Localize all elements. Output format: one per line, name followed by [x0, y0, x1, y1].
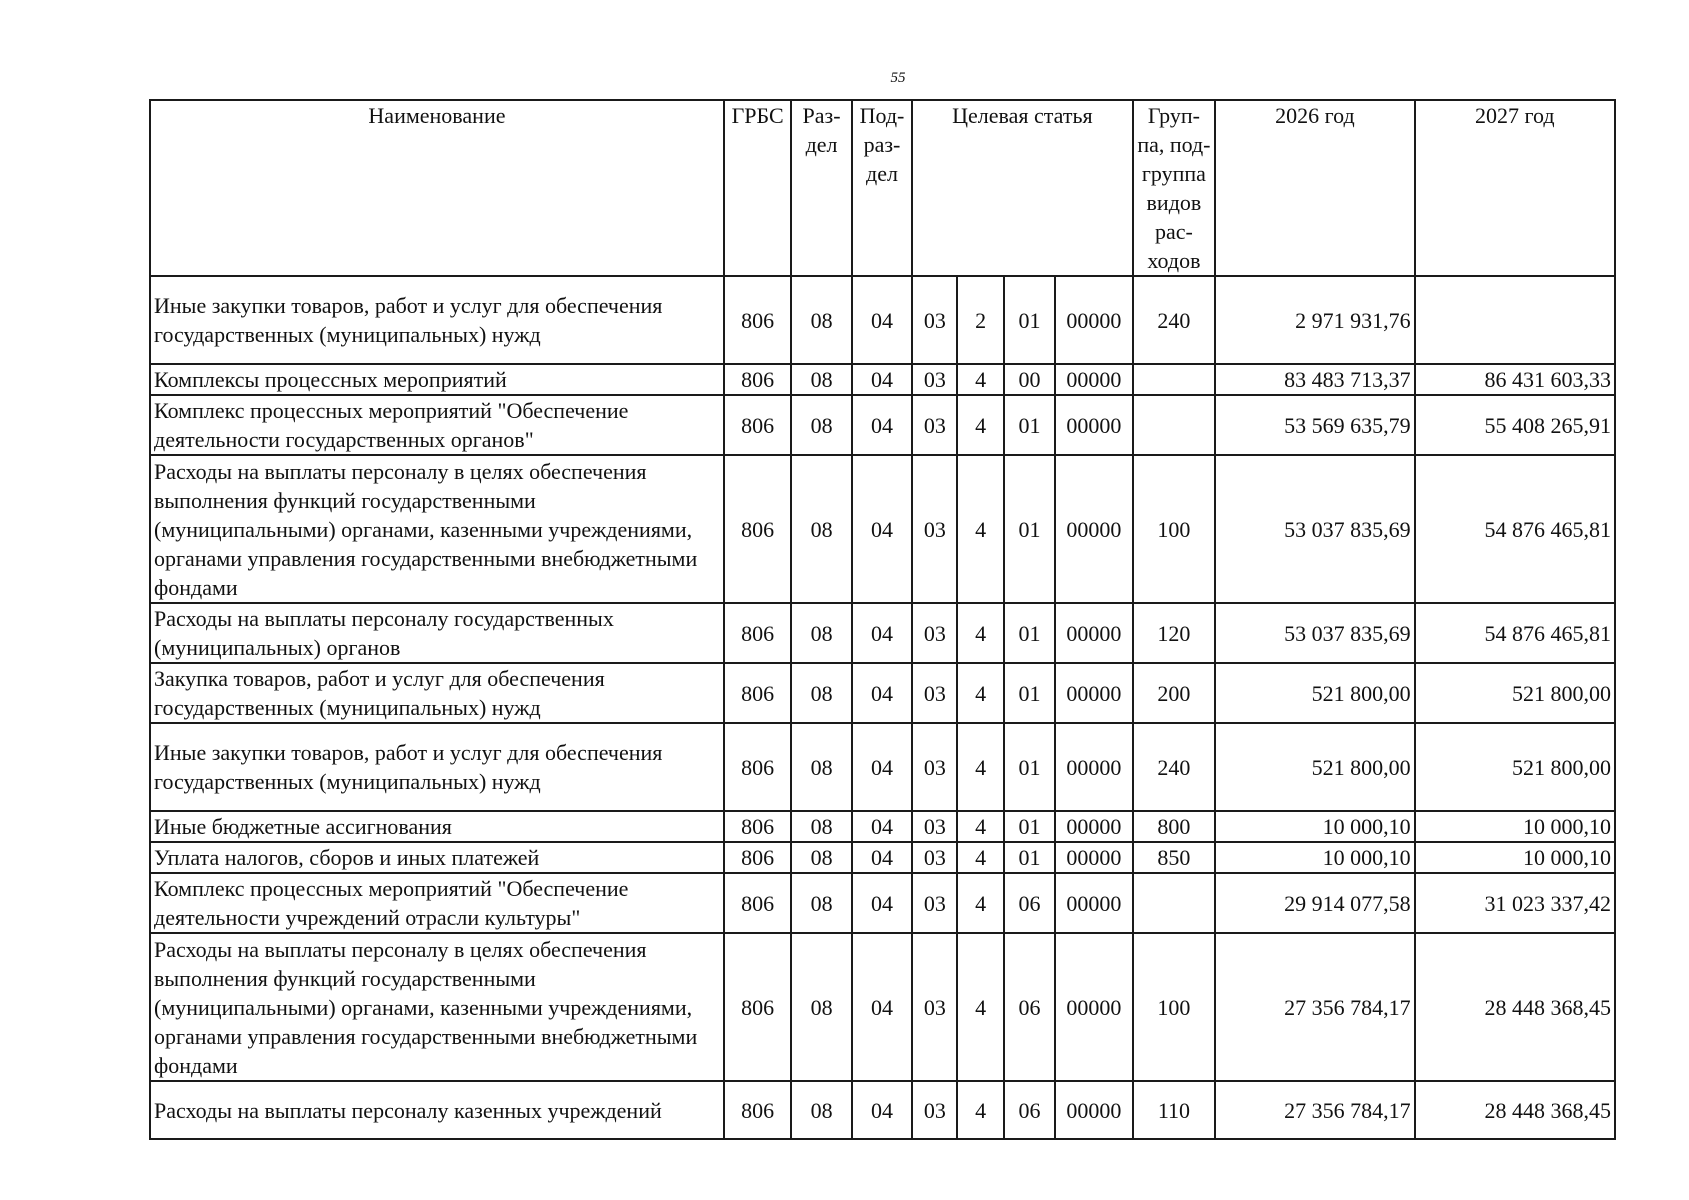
- cell-expense-group: 120: [1133, 603, 1216, 663]
- cell-grbs: 806: [724, 663, 791, 723]
- cell-razdel: 08: [791, 873, 851, 933]
- cell-target-type: 4: [957, 364, 1003, 395]
- cell-target-type: 4: [957, 603, 1003, 663]
- cell-amount-2026: 27 356 784,17: [1215, 933, 1414, 1081]
- cell-razdel: 08: [791, 842, 851, 873]
- cell-target-type: 4: [957, 873, 1003, 933]
- page-number: 55: [890, 70, 906, 86]
- cell-target-program: 03: [912, 603, 957, 663]
- cell-podrazdel: 04: [852, 663, 912, 723]
- cell-amount-2026: 83 483 713,37: [1215, 364, 1414, 395]
- header-razdel: Раз- дел: [791, 100, 851, 276]
- cell-razdel: 08: [791, 1081, 851, 1139]
- cell-amount-2027: 31 023 337,42: [1415, 873, 1615, 933]
- cell-target-complex: 01: [1004, 395, 1055, 455]
- cell-grbs: 806: [724, 842, 791, 873]
- cell-name: Комплексы процессных мероприятий: [150, 364, 724, 395]
- table-row: [150, 933, 1615, 1081]
- cell-target-direction: 00000: [1055, 276, 1133, 364]
- cell-razdel: 08: [791, 455, 851, 603]
- cell-name: Иные бюджетные ассигнования: [150, 811, 724, 842]
- table-row: [150, 1081, 1615, 1139]
- cell-target-type: 4: [957, 933, 1003, 1081]
- header-year-2027: 2027 год: [1415, 100, 1615, 276]
- cell-amount-2027: 10 000,10: [1415, 842, 1615, 873]
- cell-target-program: 03: [912, 364, 957, 395]
- cell-amount-2026: 53 037 835,69: [1215, 603, 1414, 663]
- table-row: [150, 603, 1615, 663]
- cell-grbs: 806: [724, 364, 791, 395]
- header-target-article: Целевая статья: [912, 100, 1132, 276]
- cell-amount-2027: [1415, 276, 1615, 364]
- table-row: [150, 663, 1615, 723]
- cell-amount-2026: 521 800,00: [1215, 663, 1414, 723]
- budget-table: [149, 99, 1616, 1140]
- cell-amount-2026: 53 569 635,79: [1215, 395, 1414, 455]
- cell-podrazdel: 04: [852, 1081, 912, 1139]
- cell-grbs: 806: [724, 873, 791, 933]
- cell-target-complex: 06: [1004, 933, 1055, 1081]
- cell-grbs: 806: [724, 933, 791, 1081]
- table-row: [150, 276, 1615, 364]
- table-row: [150, 842, 1615, 873]
- cell-amount-2026: 2 971 931,76: [1215, 276, 1414, 364]
- cell-target-program: 03: [912, 811, 957, 842]
- cell-grbs: 806: [724, 723, 791, 811]
- header-expense-group: Груп- па, под- группа видов рас- ходов: [1133, 100, 1216, 276]
- cell-target-direction: 00000: [1055, 364, 1133, 395]
- table-body: [150, 276, 1615, 1139]
- cell-amount-2027: 86 431 603,33: [1415, 364, 1615, 395]
- table-row: [150, 395, 1615, 455]
- header-podrazdel: Под- раз- дел: [852, 100, 912, 276]
- cell-target-direction: 00000: [1055, 811, 1133, 842]
- cell-amount-2026: 29 914 077,58: [1215, 873, 1414, 933]
- cell-razdel: 08: [791, 723, 851, 811]
- cell-name: Расходы на выплаты персоналу в целях обеспечения выполнения функций государственными (муниципальными) органами, казенными учреждениями, органами управления государственными внебюджетными фондами: [150, 455, 724, 603]
- cell-name: Расходы на выплаты персоналу государственных (муниципальных) органов: [150, 603, 724, 663]
- cell-target-program: 03: [912, 395, 957, 455]
- cell-podrazdel: 04: [852, 276, 912, 364]
- cell-target-type: 4: [957, 663, 1003, 723]
- cell-podrazdel: 04: [852, 842, 912, 873]
- cell-target-type: 4: [957, 842, 1003, 873]
- cell-podrazdel: 04: [852, 873, 912, 933]
- table-row: [150, 723, 1615, 811]
- cell-target-complex: 01: [1004, 723, 1055, 811]
- cell-target-direction: 00000: [1055, 1081, 1133, 1139]
- cell-target-program: 03: [912, 873, 957, 933]
- cell-target-direction: 00000: [1055, 455, 1133, 603]
- cell-grbs: 806: [724, 395, 791, 455]
- cell-name: Иные закупки товаров, работ и услуг для обеспечения государственных (муниципальных) нужд: [150, 723, 724, 811]
- cell-razdel: 08: [791, 276, 851, 364]
- cell-name: Расходы на выплаты персоналу в целях обеспечения выполнения функций государственными (муниципальными) органами, казенными учреждениями, органами управления государственными внебюджетными фондами: [150, 933, 724, 1081]
- cell-grbs: 806: [724, 276, 791, 364]
- cell-target-type: 4: [957, 395, 1003, 455]
- cell-amount-2027: 521 800,00: [1415, 663, 1615, 723]
- cell-expense-group: [1133, 364, 1216, 395]
- cell-target-program: 03: [912, 933, 957, 1081]
- cell-target-program: 03: [912, 455, 957, 603]
- cell-name: Комплекс процессных мероприятий "Обеспечение деятельности учреждений отрасли культуры": [150, 873, 724, 933]
- cell-grbs: 806: [724, 455, 791, 603]
- table-row: [150, 873, 1615, 933]
- table-row: [150, 364, 1615, 395]
- cell-expense-group: 200: [1133, 663, 1216, 723]
- cell-expense-group: 850: [1133, 842, 1216, 873]
- cell-expense-group: 100: [1133, 933, 1216, 1081]
- cell-target-complex: 00: [1004, 364, 1055, 395]
- cell-amount-2027: 28 448 368,45: [1415, 1081, 1615, 1139]
- table-header-row: [150, 100, 1615, 276]
- cell-target-program: 03: [912, 723, 957, 811]
- cell-target-type: 4: [957, 811, 1003, 842]
- cell-target-complex: 01: [1004, 603, 1055, 663]
- cell-amount-2026: 10 000,10: [1215, 842, 1414, 873]
- cell-amount-2027: 10 000,10: [1415, 811, 1615, 842]
- cell-name: Закупка товаров, работ и услуг для обеспечения государственных (муниципальных) нужд: [150, 663, 724, 723]
- cell-target-complex: 01: [1004, 663, 1055, 723]
- cell-amount-2026: 10 000,10: [1215, 811, 1414, 842]
- cell-podrazdel: 04: [852, 395, 912, 455]
- header-year-2026: 2026 год: [1215, 100, 1414, 276]
- cell-target-type: 4: [957, 455, 1003, 603]
- cell-expense-group: 110: [1133, 1081, 1216, 1139]
- cell-amount-2027: 55 408 265,91: [1415, 395, 1615, 455]
- cell-target-direction: 00000: [1055, 395, 1133, 455]
- cell-amount-2026: 53 037 835,69: [1215, 455, 1414, 603]
- cell-expense-group: [1133, 395, 1216, 455]
- cell-target-complex: 01: [1004, 455, 1055, 603]
- cell-name: Иные закупки товаров, работ и услуг для обеспечения государственных (муниципальных) нужд: [150, 276, 724, 364]
- cell-expense-group: 240: [1133, 276, 1216, 364]
- cell-target-complex: 06: [1004, 873, 1055, 933]
- cell-grbs: 806: [724, 1081, 791, 1139]
- cell-target-direction: 00000: [1055, 842, 1133, 873]
- cell-expense-group: 100: [1133, 455, 1216, 603]
- cell-target-program: 03: [912, 276, 957, 364]
- cell-amount-2026: 521 800,00: [1215, 723, 1414, 811]
- cell-target-program: 03: [912, 663, 957, 723]
- cell-razdel: 08: [791, 603, 851, 663]
- cell-amount-2027: 521 800,00: [1415, 723, 1615, 811]
- cell-target-complex: 01: [1004, 842, 1055, 873]
- table-row: [150, 811, 1615, 842]
- cell-podrazdel: 04: [852, 364, 912, 395]
- cell-name: Комплекс процессных мероприятий "Обеспечение деятельности государственных органов": [150, 395, 724, 455]
- header-grbs: ГРБС: [724, 100, 791, 276]
- cell-razdel: 08: [791, 395, 851, 455]
- cell-podrazdel: 04: [852, 723, 912, 811]
- cell-target-direction: 00000: [1055, 933, 1133, 1081]
- cell-target-type: 4: [957, 723, 1003, 811]
- cell-grbs: 806: [724, 603, 791, 663]
- cell-razdel: 08: [791, 933, 851, 1081]
- cell-target-direction: 00000: [1055, 603, 1133, 663]
- cell-target-program: 03: [912, 1081, 957, 1139]
- cell-target-type: 2: [957, 276, 1003, 364]
- cell-grbs: 806: [724, 811, 791, 842]
- cell-target-direction: 00000: [1055, 873, 1133, 933]
- cell-podrazdel: 04: [852, 603, 912, 663]
- cell-target-complex: 01: [1004, 811, 1055, 842]
- cell-name: Расходы на выплаты персоналу казенных учреждений: [150, 1081, 724, 1139]
- header-name: Наименование: [150, 100, 724, 276]
- cell-razdel: 08: [791, 663, 851, 723]
- cell-amount-2026: 27 356 784,17: [1215, 1081, 1414, 1139]
- cell-podrazdel: 04: [852, 811, 912, 842]
- cell-razdel: 08: [791, 811, 851, 842]
- cell-amount-2027: 54 876 465,81: [1415, 603, 1615, 663]
- cell-target-direction: 00000: [1055, 663, 1133, 723]
- cell-target-direction: 00000: [1055, 723, 1133, 811]
- cell-amount-2027: 54 876 465,81: [1415, 455, 1615, 603]
- cell-expense-group: 800: [1133, 811, 1216, 842]
- cell-target-type: 4: [957, 1081, 1003, 1139]
- table-row: [150, 455, 1615, 603]
- cell-target-complex: 06: [1004, 1081, 1055, 1139]
- cell-expense-group: [1133, 873, 1216, 933]
- cell-podrazdel: 04: [852, 455, 912, 603]
- cell-expense-group: 240: [1133, 723, 1216, 811]
- cell-target-complex: 01: [1004, 276, 1055, 364]
- cell-podrazdel: 04: [852, 933, 912, 1081]
- cell-name: Уплата налогов, сборов и иных платежей: [150, 842, 724, 873]
- cell-amount-2027: 28 448 368,45: [1415, 933, 1615, 1081]
- cell-target-program: 03: [912, 842, 957, 873]
- cell-razdel: 08: [791, 364, 851, 395]
